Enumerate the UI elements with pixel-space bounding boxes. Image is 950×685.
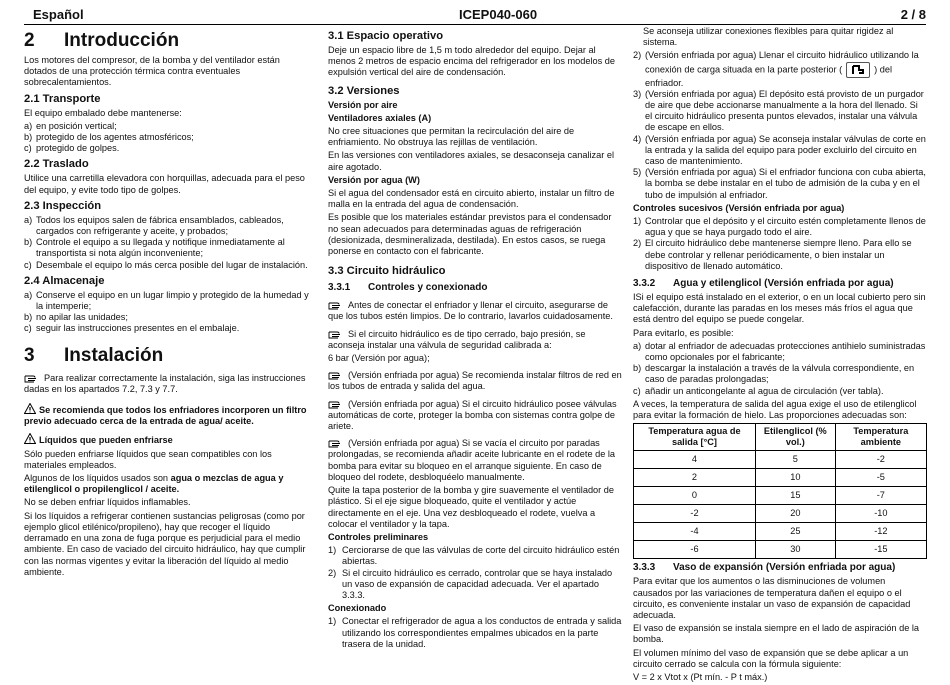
warning-liquids-title: Líquidos que pueden enfriarse: [24, 433, 314, 446]
table-cell: 20: [755, 505, 835, 523]
versiones-p4: Es posible que los materiales estándar previstos para el condensador no sean adecuados para determinadas aguas de refrigeración (desionizada, desmineralizada, destilada). En estos casos, se ruega ponerse en contacto con el fabricante.: [328, 212, 612, 257]
table-cell: 5: [755, 451, 835, 469]
list-item: 2) Si el circuito hidráulico es cerrado, controlar que se haya instalado un vaso de expansión de capacidad adecuada. Ver el apartado 3.3.3.: [328, 567, 613, 600]
pointing-hand-icon: [328, 301, 344, 310]
warning-icon: [24, 433, 36, 444]
expansion-p2: El vaso de expansión se instala siempre en el lado de aspiración de la bomba.: [633, 623, 920, 645]
page-header: [24, 6, 926, 25]
expansion-formula: V = 2 x Vtot x (Pt mín. - P t máx.): [633, 671, 768, 682]
list-item: b) no apilar las unidades;: [24, 312, 128, 323]
table-cell: -7: [835, 487, 926, 505]
almacenaje-heading: 2.4 Almacenaje: [24, 274, 105, 287]
versiones-p3: Si el agua del condensador está en circuito abierto, instalar un filtro de malla en la entrada del agua de condensación.: [328, 188, 615, 210]
table-cell: -15: [835, 541, 926, 559]
table-cell: -4: [634, 523, 756, 541]
list-item: 1) Controlar que el depósito y el circuito estén completamente llenos de agua y que se haya purgado todo el aire.: [633, 216, 926, 238]
list-item: a) en posición vertical;: [24, 120, 117, 131]
list-item: c) seguir las instrucciones presentes en el embalaje.: [24, 323, 240, 334]
versiones-heading: 3.2 Versiones: [328, 84, 400, 97]
table-cell: 0: [634, 487, 756, 505]
conex-list: [328, 616, 622, 650]
table-row: [634, 541, 927, 559]
list-item: 1) Cerciorarse de que las válvulas de corte del circuito hidráulico estén abiertas.: [328, 545, 620, 567]
table-row: [634, 451, 927, 469]
table-cell: -2: [835, 451, 926, 469]
pointing-hand-icon: [24, 374, 40, 383]
column-left: [24, 30, 314, 580]
instalacion-note: Para realizar correctamente la instalación, siga las instrucciones dadas en los apartados 7.2, 7.3 y 7.7.: [24, 372, 306, 394]
list-item: c) protegido de golpes.: [24, 143, 120, 154]
table-cell: -6: [634, 541, 756, 559]
header-model: ICEP040-060: [459, 7, 538, 22]
table-cell: 2: [634, 469, 756, 487]
list-item: c) añadir un anticongelante al agua de circulación (ver tabla).: [633, 385, 884, 396]
list-item: 1) Conectar el refrigerador de agua a los conductos de entrada y salida utilizando los correspondientes empalmes ubicados en la parte trasera de la unidad.: [328, 616, 622, 649]
circuito-note-1: Antes de conectar el enfriador y llenar el circuito, asegurarse de que los tubos estén limpios. De lo contrario, lavarlos cuidadosamente.: [328, 300, 613, 322]
intro-text: Los motores del compresor, de la bomba y del ventilador están dotados de una protección térmica contra eventuales sobrecalentamientos.: [24, 55, 280, 88]
table-header-cell: Etilenglicol (% vol.): [755, 424, 835, 451]
column-right: [633, 26, 927, 685]
list-item: a) Conserve el equipo en un lugar limpio y protegido de la humedad y la intemperie;: [24, 289, 309, 312]
table-cell: 30: [755, 541, 835, 559]
table-cell: -10: [835, 505, 926, 523]
glicol-p2: Para evitarlo, es posible:: [633, 327, 734, 338]
version-aire-title: Versión por aire: [328, 99, 398, 110]
list-item: 4) (Versión enfriada por agua) Se aconseja instalar válvulas de corte en la entrada y la salida del equipo para poder excluirlo del circuito en caso de mantenimiento.: [633, 133, 926, 167]
ventiladores-title: Ventiladores axiales (A): [328, 112, 432, 123]
table-row: [634, 469, 927, 487]
list-item: a) Todos los equipos salen de fábrica ensamblados, cableados, cargados con refrigerante y aceite, y probados;: [24, 214, 284, 237]
list-item: a) dotar al enfriador de adecuadas protecciones antihielo suministradas como opcionales por el fabricante;: [633, 340, 926, 363]
table-cell: -5: [835, 469, 926, 487]
transporte-lead: El equipo embalado debe mantenerse:: [24, 107, 182, 118]
inspeccion-heading: 2.3 Inspección: [24, 199, 102, 212]
llenado-list: [633, 50, 927, 200]
conex-title: Conexionado: [328, 603, 387, 614]
circuito-note-4: (Versión enfriada por agua) Si el circuito hidráulico posee válvulas automáticas de corte, proteger la bomba con sistemas contra golpe de ariete.: [328, 398, 617, 432]
table-row: [634, 487, 927, 505]
pointing-hand-icon: [328, 400, 344, 409]
table-header-row: [634, 424, 927, 451]
warning-filter: Se recomienda que todos los enfriadores incorporen un filtro previo adecuado cerca de la entrada de agua/ aceite.: [24, 405, 307, 427]
version-agua-title: Versión por agua (W): [328, 174, 420, 185]
table-cell: 15: [755, 487, 835, 505]
list-item: 5) (Versión enfriada por agua) Si el enfriador funciona con cuba abierta, la bomba se debe instalar en el tubo de admisión de la cuba y en el tubo de impulsión al enfriador.: [633, 167, 926, 200]
list-item: b) descargar la instalación a través de la válvula correspondiente, en caso de paradas prolongadas;: [633, 363, 915, 385]
table-cell: 4: [634, 451, 756, 469]
table-header-cell: Temperatura agua de salida [°C]: [634, 424, 756, 451]
glicol-list: [633, 341, 927, 397]
glycol-table: [633, 423, 927, 559]
inspeccion-list: [24, 215, 314, 271]
versiones-p2: En las versiones con ventiladores axiales, se desaconseja canalizar el aire agotado.: [328, 150, 614, 172]
table-cell: 10: [755, 469, 835, 487]
list-item: 3) (Versión enfriada por agua) El depósito está provisto de un purgador de aire que debe accionarse manualmente a la hora del llenado. Si el circuito hidráulico presenta puntos elevados, instalar una válvula de escape en ellos.: [633, 88, 924, 133]
liquids-p3: No se deben enfriar líquidos inflamables.: [24, 497, 191, 508]
section-3-heading: 3 Instalación: [24, 344, 164, 366]
header-page-number: 2 / 8: [900, 7, 926, 22]
pointing-hand-icon: [328, 330, 344, 339]
glicol-heading: 3.3.2 Agua y etilenglicol (Versión enfriada por agua): [633, 278, 894, 290]
circuito-note-2b: 6 bar (Versión por agua);: [328, 353, 430, 364]
expansion-p3: El volumen mínimo del vaso de expansión que se debe aplicar a un circuito cerrado se calcula con la fórmula siguiente:: [633, 647, 909, 669]
traslado-heading: 2.2 Traslado: [24, 158, 89, 171]
almacenaje-list: [24, 290, 314, 335]
pointing-hand-icon: [328, 371, 344, 380]
flexible-connections-text: Se aconseja utilizar conexiones flexibles para quitar rigidez al sistema.: [643, 26, 894, 48]
liquids-p2: Algunos de los líquidos usados son agua o mezclas de agua y etilenglicol o propilenglicol / aceite.: [24, 473, 284, 495]
section-2-heading: 2 Introducción: [24, 30, 180, 51]
controles-sucesivos-list: [633, 216, 927, 272]
transporte-heading: 2.1 Transporte: [24, 92, 101, 105]
column-middle: [328, 30, 622, 652]
prelim-list: [328, 545, 622, 601]
list-item: b) Controle el equipo a su llegada y notifique inmediatamente al transportista si nota algún inconveniente;: [24, 237, 285, 259]
pointing-hand-icon: [328, 439, 344, 448]
espacio-text: Deje un espacio libre de 1,5 m todo alrededor del equipo. Dejar al menos 2 metros de espacio encima del refrigerador en los modelos de expulsión vertical del aire de condensación.: [328, 45, 616, 78]
charging-connection-icon: [846, 62, 870, 78]
list-item: 2) (Versión enfriada por agua) Llenar el circuito hidráulico utilizando la conexión de carga situada en la parte posterior ( ) del enfriador.: [633, 50, 919, 88]
controles-sucesivos-title: Controles sucesivos (Versión enfriada por agua): [633, 202, 845, 213]
liquids-p1: Sólo pueden enfriarse líquidos que sean compatibles con los materiales empleados.: [24, 448, 272, 470]
circuito-note-3: (Versión enfriada por agua) Se recomienda instalar filtros de red en los tubos de entrada y salida del agua.: [328, 370, 622, 392]
circuito-heading: 3.3 Circuito hidráulico: [328, 265, 446, 278]
traslado-text: Utilice una carretilla elevadora con horquillas, adecuada para el peso del equipo, y evite todo tipo de golpes.: [24, 173, 305, 195]
list-item: c) Desembale el equipo lo más cerca posible del lugar de instalación.: [24, 259, 308, 270]
expansion-p1: Para evitar que los aumentos o las disminuciones de volumen causados por las variaciones de temperatura dañen el equipo o el circuito, es conveniente instalar un vaso de expansión de capacidad adecuada.: [633, 576, 911, 620]
glicol-p3: A veces, la temperatura de salida del agua exige el uso de etilenglicol para evitar la formación de hielo. Las proporciones adecuadas son:: [633, 398, 917, 421]
transporte-list: [24, 121, 314, 155]
header-language: Español: [33, 7, 84, 22]
table-cell: -2: [634, 505, 756, 523]
controles-heading: 3.3.1 Controles y conexionado: [328, 282, 488, 294]
circuito-note-5: (Versión enfriada por agua) Si se vacía el circuito por paradas prolongadas, se recomienda añadir aceite lubricante en el rodete de la bomba para evitar su bloqueo en el arranque siguiente. En caso de bloqueo del rodete, desbloquéelo manualmente.: [328, 438, 616, 482]
table-header-cell: Temperatura ambiente: [835, 424, 926, 451]
glicol-p1: ISi el equipo está instalado en el exterior, o en un local cubierto pero sin calefacción, durante las paradas en los meses más fríos el agua que está dentro del equipo se puede congelar.: [633, 292, 926, 325]
liquids-p4: Si los líquidos a refrigerar contienen sustancias peligrosas (como por ejemplo glicol etilénico/propileno), hay que recoger el líquido derramado en una zona de fuga porque es perjudicial para el medio ambiente. En caso de vaciado del circuito hidráulico, hay que cumplir con las normas vigentes y evitar la liberación del líquido al medio ambiente.: [24, 510, 306, 577]
list-item: 2) El circuito hidráulico debe mantenerse siempre lleno. Para ello se debe controlar y rellenar periódicamente, o bien instalar un dispositivo de llenado automático.: [633, 238, 912, 271]
warning-icon: [24, 403, 36, 414]
table-row: [634, 505, 927, 523]
table-row: [634, 523, 927, 541]
versiones-p1: No cree situaciones que permitan la recirculación del aire de enfriamiento. No obstruya las rejillas de ventilación.: [328, 126, 575, 148]
prelim-title: Controles preliminares: [328, 531, 429, 542]
circuito-p6: Quite la tapa posterior de la bomba y gire suavemente el ventilador de plástico. Si el eje sigue bloqueado, quite el ventilador y actúe directamente en el eje. Una vez desbloqueado el rodete, vuelva a colocar el ventilador y la tapa.: [328, 485, 615, 529]
table-cell: 25: [755, 523, 835, 541]
list-item: b) protegido de los agentes atmosféricos;: [24, 132, 194, 143]
expansion-heading: 3.3.3 Vaso de expansión (Versión enfriada por agua): [633, 562, 896, 574]
table-cell: -12: [835, 523, 926, 541]
espacio-heading: 3.1 Espacio operativo: [328, 30, 444, 42]
circuito-note-2: Si el circuito hidráulico es de tipo cerrado, bajo presión, se aconseja instalar una válvula de seguridad calibrada a:: [328, 328, 586, 350]
